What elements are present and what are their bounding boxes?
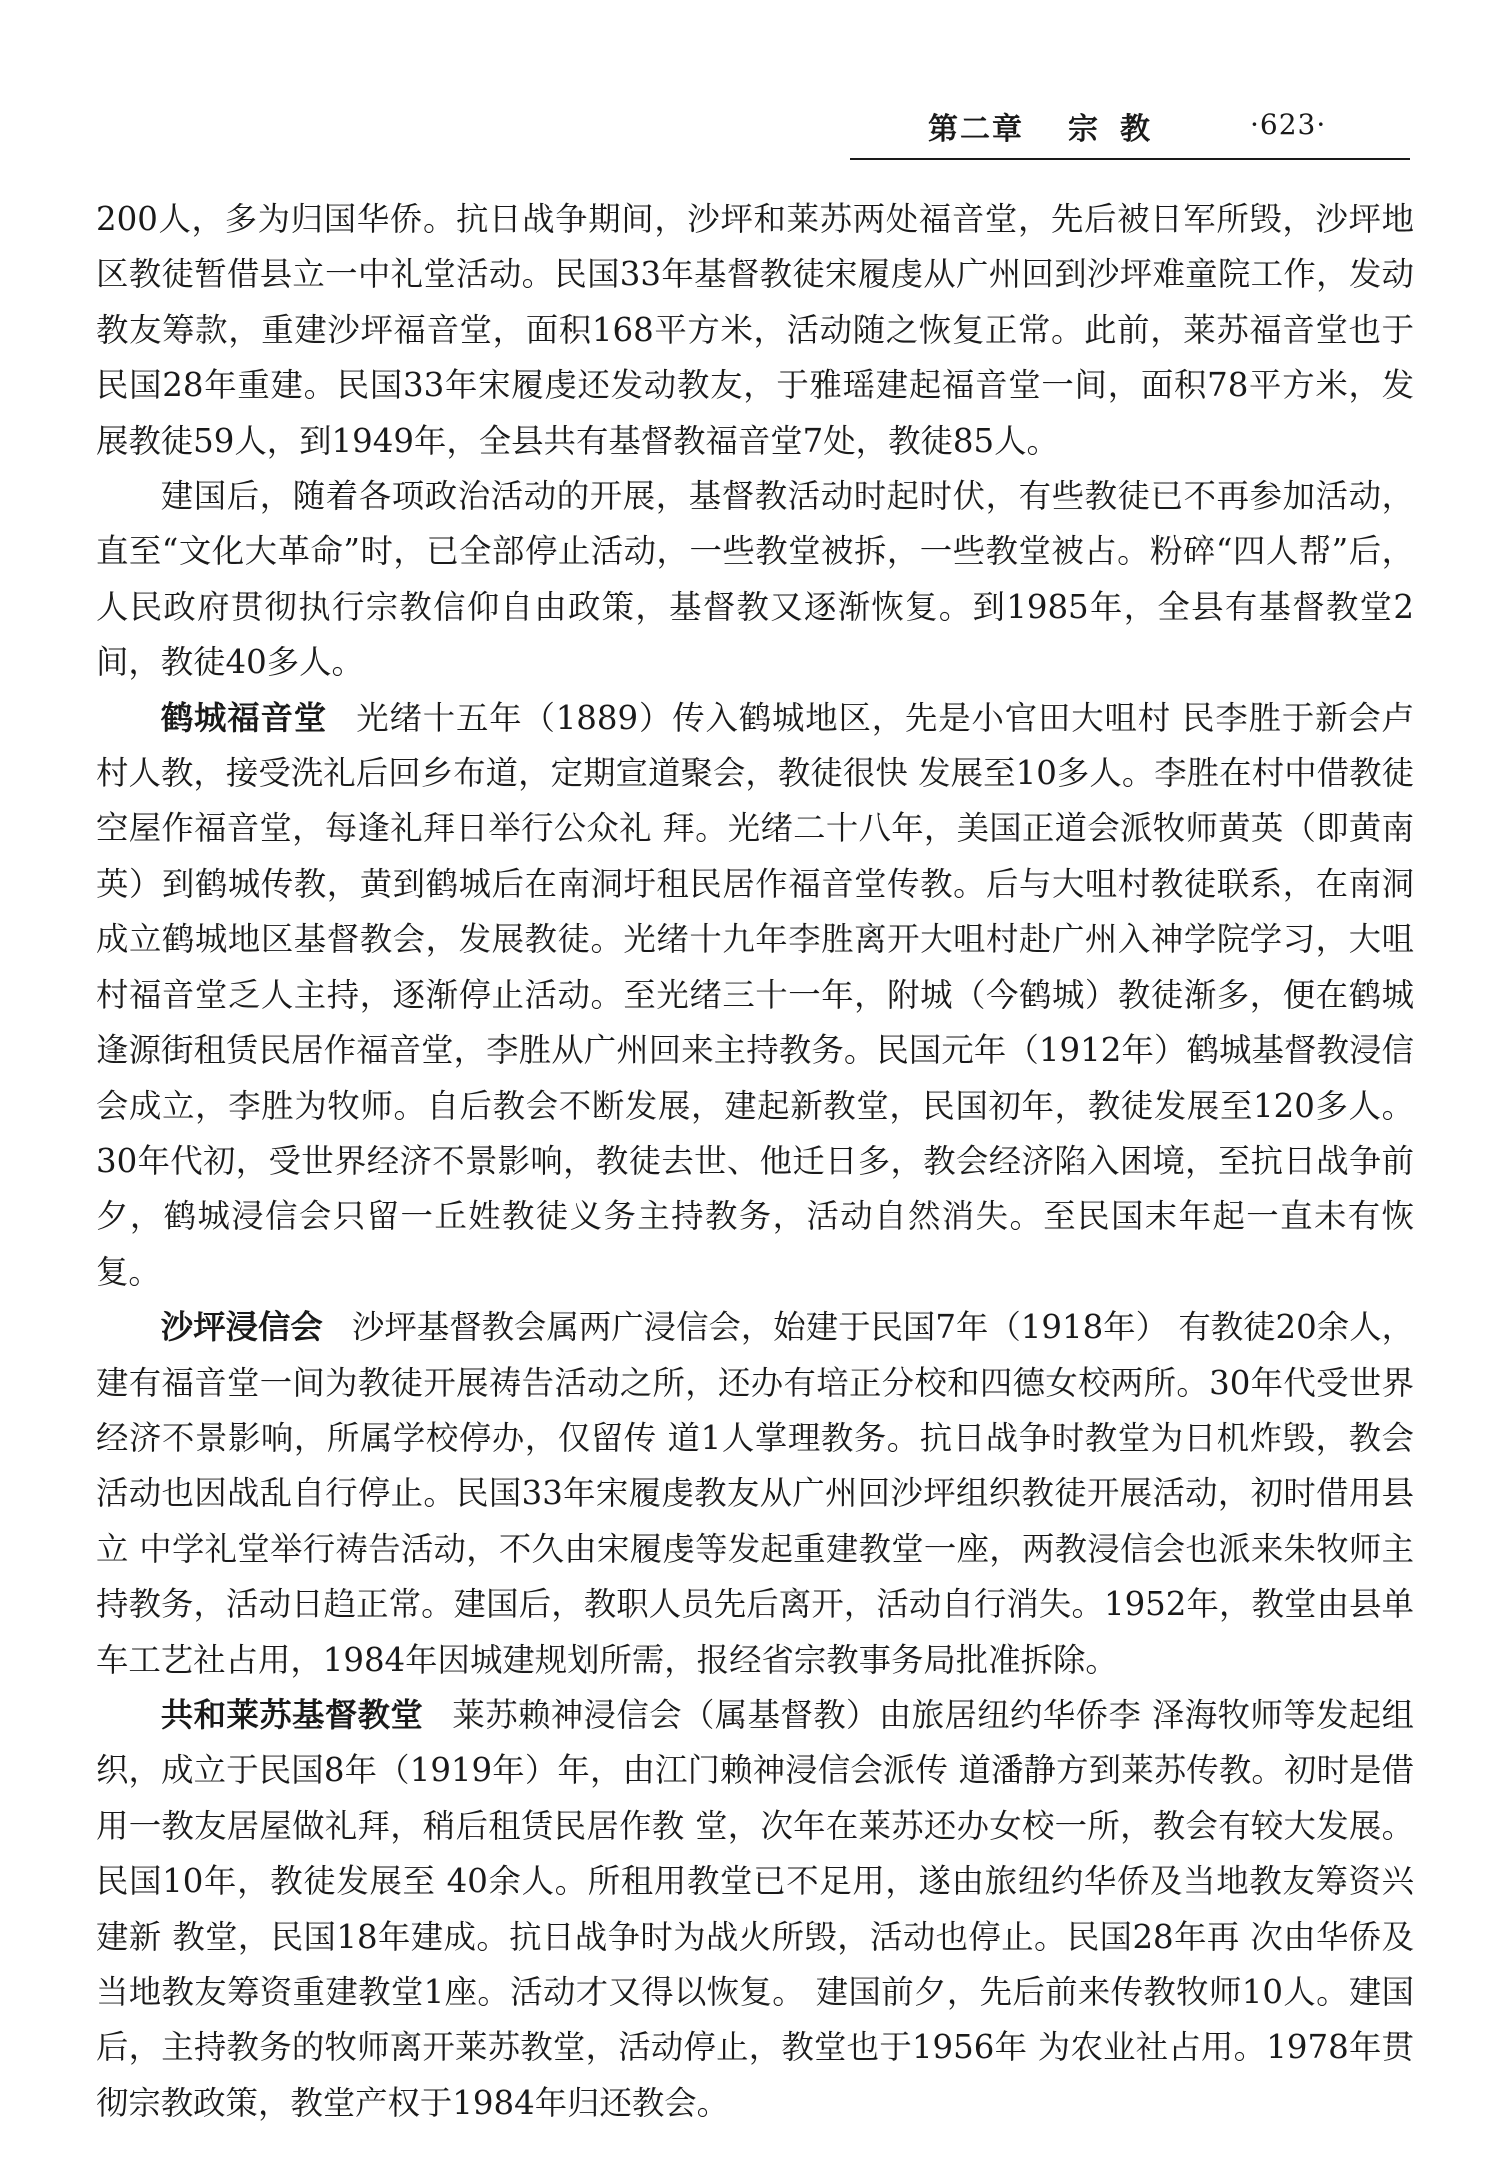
section-heading: 沙坪浸信会: [160, 1308, 323, 1347]
paragraph-text: 建国后，随着各项政治活动的开展，基督教活动时起时伏，有些教徒已不再参加活动，直至“文化大革命”时，已全部停止活动，一些教堂被拆，一些教堂被占。粉碎“四人帮”后，人民政府贯彻执行宗教信仰自由政策，基督教又逐渐恢复。到1985年，全县有基督教堂2间，教徒40多人。: [96, 477, 1414, 682]
page-body: [96, 192, 1414, 2131]
paragraph-hecheng-church: [96, 691, 1414, 1300]
chapter-title: 宗教: [1068, 112, 1172, 147]
paragraph-shaping-baptist: [96, 1300, 1414, 1688]
paragraph-text: 莱苏赖神浸信会（属基督教）由旅居纽约华侨李 泽海牧师等发起组织，成立于民国8年（1919年）年，由江门赖神浸信会派传 道潘静方到莱苏传教。初时是借用一教友居屋做礼拜，稍后租赁民居作教 堂，次年在莱苏还办女校一所，教会有较大发展。民国10年，教徒发展至 40余人。所租用教堂已不足用，遂由旅纽约华侨及当地教友筹资兴建新 教堂，民国18年建成。抗日战争时为战火所毁，活动也停止。民国28年再 次由华侨及当地教友筹资重建教堂1座。活动才又得以恢复。 建国前夕，先后前来传教牧师10人。建国后，主持教务的牧师离开莱苏教堂，活动停止，教堂也于1956年 为农业社占用。1978年贯彻宗教政策，教堂产权于1984年归还教会。: [96, 1695, 1415, 2122]
paragraph-continuation: [96, 192, 1414, 469]
paragraph-text: 200人，多为归国华侨。抗日战争期间，沙坪和莱苏两处福音堂，先后被日军所毁，沙坪地区教徒暂借县立一中礼堂活动。民国33年基督教徒宋履虔从广州回到沙坪难童院工作，发动教友筹款，重建沙坪福音堂，面积168平方米，活动随之恢复正常。此前，莱苏福音堂也于民国28年重建。民国33年宋履虔还发动教友，于雅瑶建起福音堂一间，面积78平方米，发展教徒59人，到1949年，全县共有基督教福音堂7处，教徒85人。: [96, 200, 1414, 460]
paragraph-post-1949: [96, 469, 1414, 691]
page-header: [850, 98, 1410, 160]
section-heading: 鹤城福音堂: [160, 698, 328, 737]
section-heading: 共和莱苏基督教堂: [160, 1695, 424, 1734]
paragraph-laisu-church: [96, 1688, 1414, 2131]
paragraph-text: 光绪十五年（1889）传入鹤城地区，先是小官田大咀村 民李胜于新会卢村人教，接受洗礼后回乡布道，定期宣道聚会，教徒很快 发展至10多人。李胜在村中借教徒空屋作福音堂，每逢礼拜日举行公众礼 拜。光绪二十八年，美国正道会派牧师黄英（即黄南英）到鹤城传教，黄到鹤城后在南洞圩租民居作福音堂传教。后与大咀村教徒联系，在南洞成立鹤城地区基督教会，发展教徒。光绪十九年李胜离开大咀村赴广州入神学院学习，大咀村福音堂乏人主持，逐渐停止活动。至光绪三十一年，附城（今鹤城）教徒渐多，便在鹤城逢源街租赁民居作福音堂，李胜从广州回来主持教务。民国元年（1912年）鹤城基督教浸信会成立，李胜为牧师。自后教会不断发展，建起新教堂，民国初年，教徒发展至120多人。30年代初，受世界经济不景影响，教徒去世、他迁日多，教会经济陷入困境，至抗日战争前夕，鹤城浸信会只留一丘姓教徒义务主持教务，活动自然消失。至民国末年起一直未有恢复。: [96, 698, 1414, 1291]
chapter-label: 第二章: [928, 112, 1024, 147]
page-number: ·623·: [1250, 108, 1327, 141]
paragraph-text: 沙坪基督教会属两广浸信会，始建于民国7年（1918年） 有教徒20余人，建有福音堂一间为教徒开展祷告活动之所，还办有培正分校和四德女校两所。30年代受世界经济不景影响，所属学校停办，仅留传 道1人掌理教务。抗日战争时教堂为日机炸毁，教会活动也因战乱自行停止。民国33年宋履虔教友从广州回沙坪组织教徒开展活动，初时借用县立 中学礼堂举行祷告活动，不久由宋履虔等发起重建教堂一座，两教浸信会也派来朱牧师主持教务，活动日趋正常。建国后，教职人员先后离开，活动自行消失。1952年，教堂由县单车工艺社占用，1984年因城建规划所需，报经省宗教事务局批准拆除。: [96, 1308, 1414, 1679]
